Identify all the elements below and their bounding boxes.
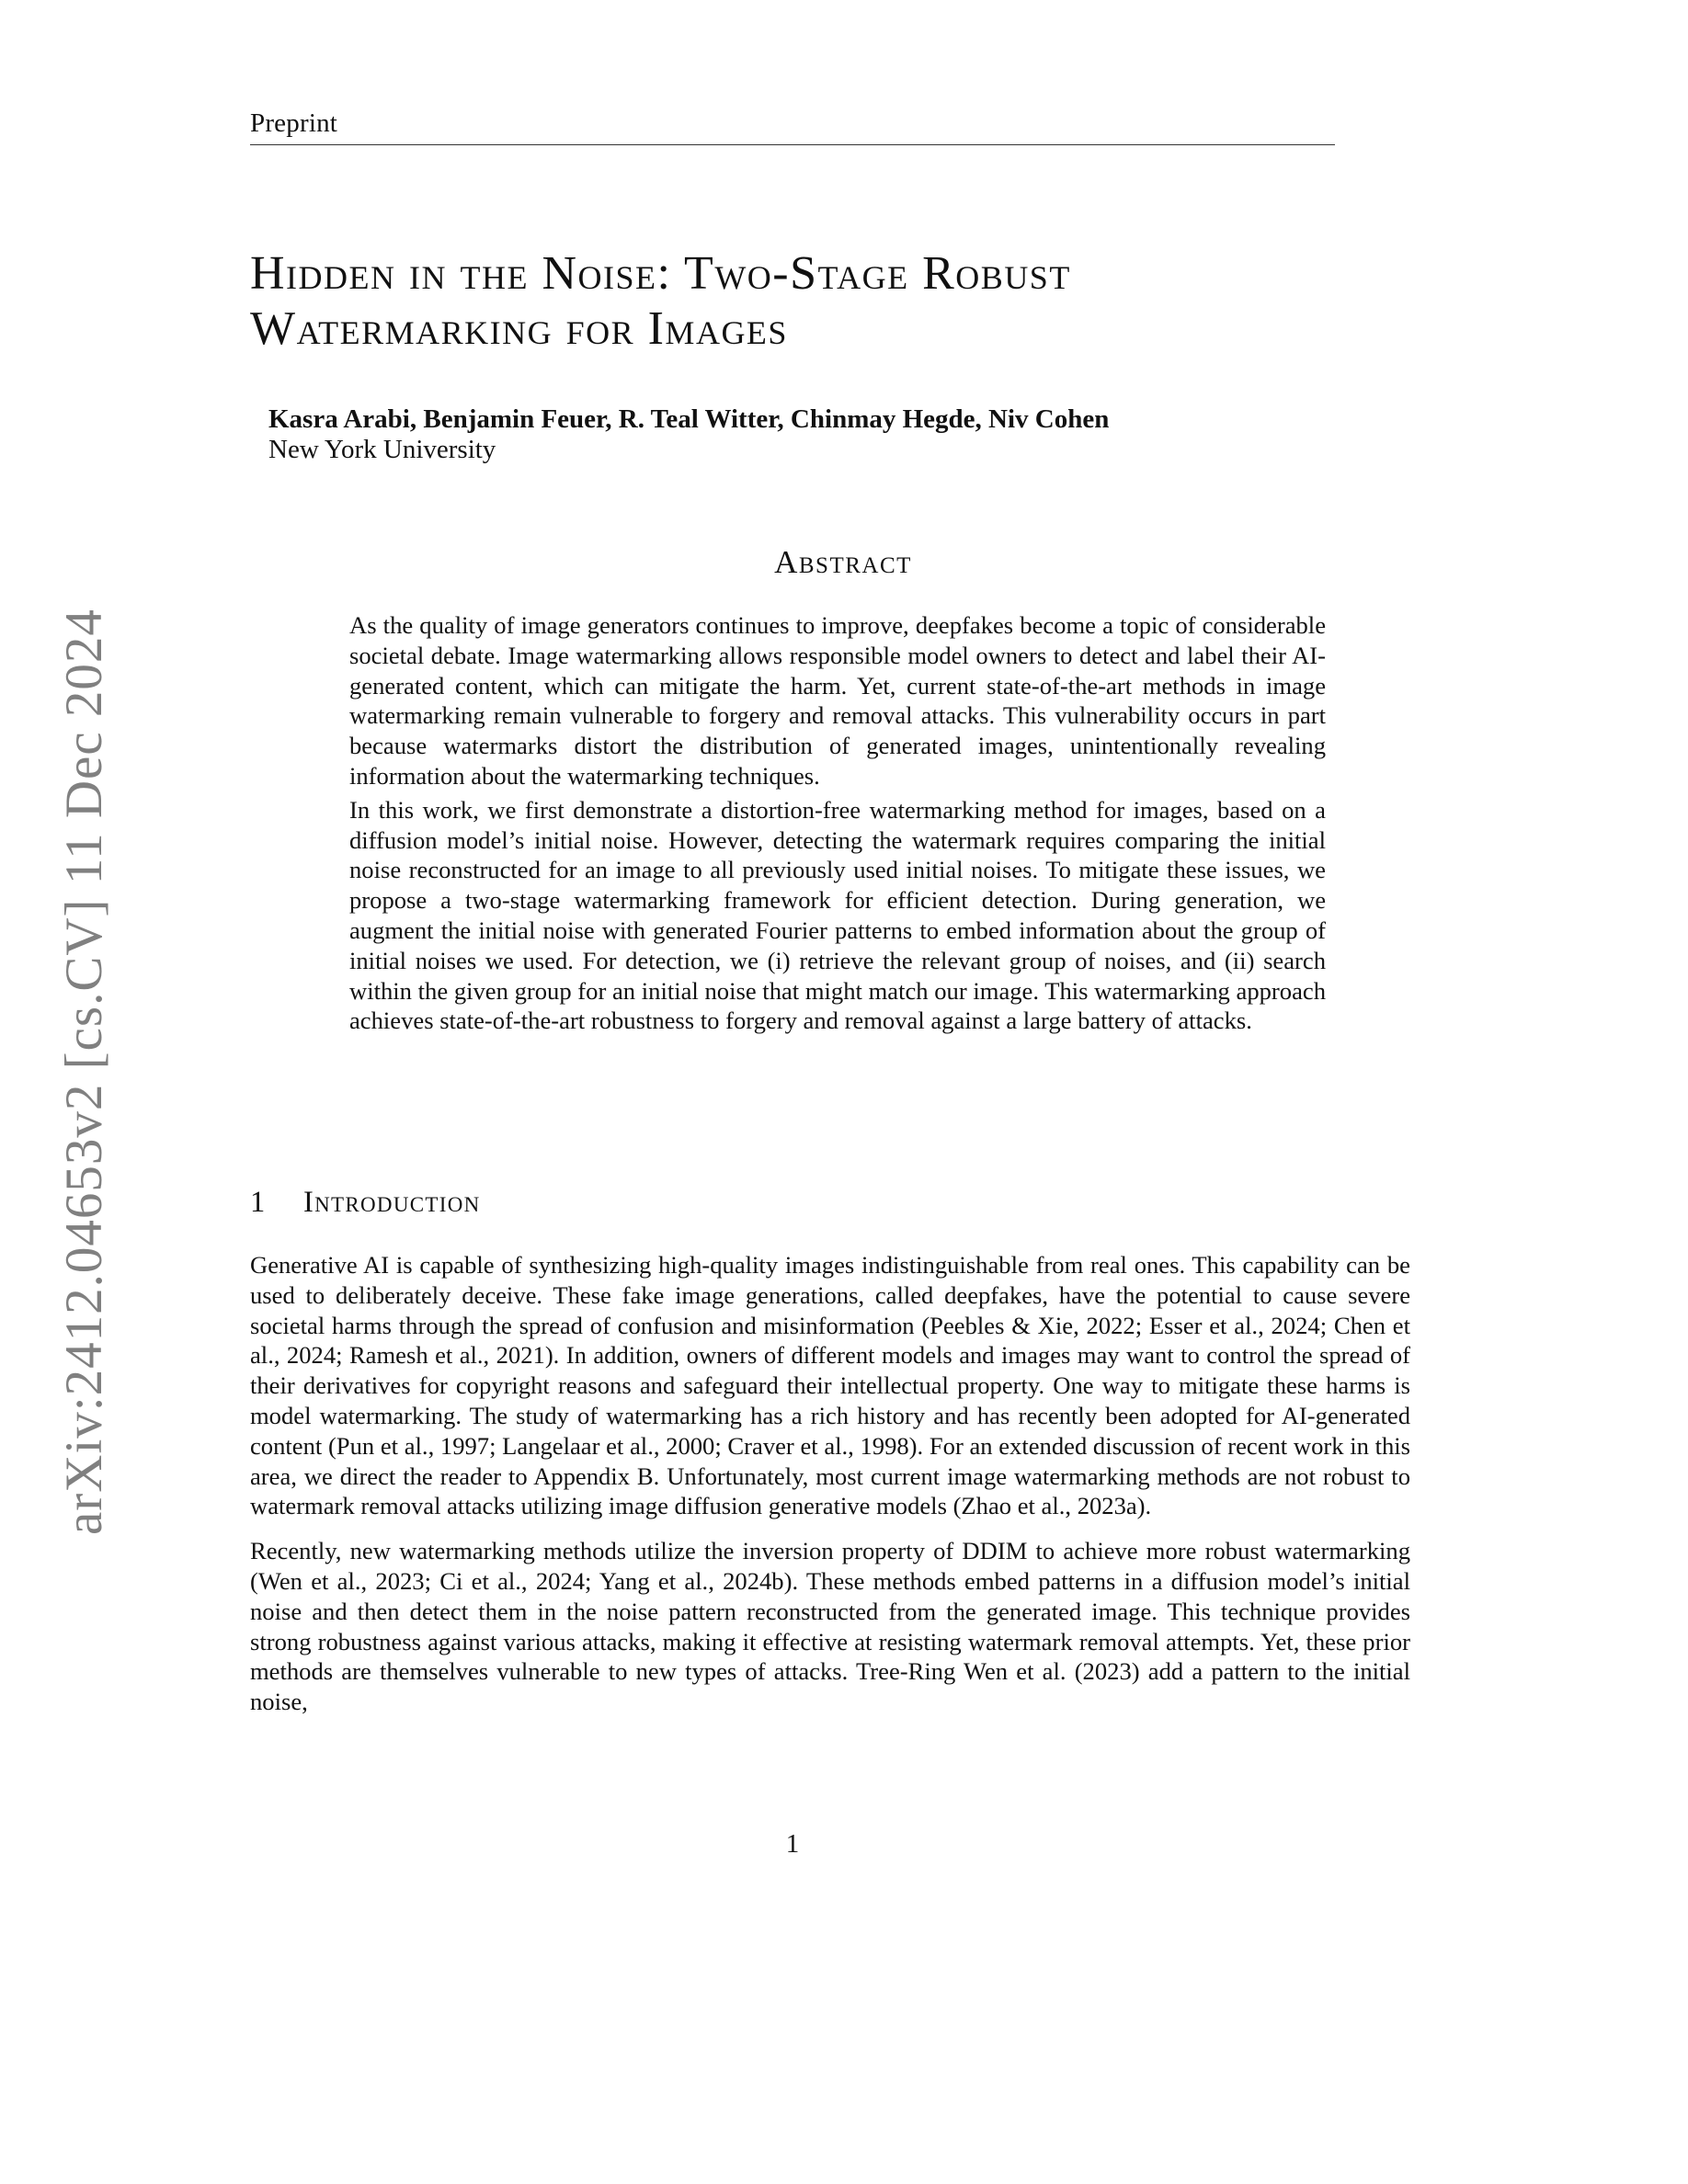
page-number: 1 <box>785 1829 800 1859</box>
author-names: Kasra Arabi, Benjamin Feuer, R. Teal Witter, Chinmay Hegde, Niv Cohen <box>268 404 1110 434</box>
introduction-body <box>250 1250 1410 1717</box>
section-title: Introduction <box>303 1186 481 1219</box>
section-heading-introduction <box>250 1186 1427 1220</box>
body-paragraph: Generative AI is capable of synthesizing high-quality images indistinguishable from real ones. This capability can be used to deliberately deceive. These fake image generations, called deepfakes, have the potential to cause severe societal harms through the spread of confusion and misinformation (Peebles & Xie, 2022; Esser et al., 2024; Chen et al., 2024; Ramesh et al., 2021). In addition, owners of different models and images may want to control the spread of their derivatives for copyright reasons and safeguard their intellectual property. One way to mitigate these harms is model watermarking. The study of watermarking has a rich history and has recently been adopted for AI-generated content (Pun et al., 1997; Langelaar et al., 2000; Craver et al., 1998). For an extended discussion of recent work in this area, we direct the reader to Appendix B. Unfortunately, most current image watermarking methods are not robust to watermark removal attacks utilizing image diffusion generative models (Zhao et al., 2023a). <box>250 1251 1410 1520</box>
arxiv-identifier-text: arXiv:2412.04653v2 [cs.CV] 11 Dec 2024 <box>55 609 113 1535</box>
title-line-1: Hidden in the Noise: Two-Stage Robust <box>250 247 1071 300</box>
arxiv-identifier-stamp <box>53 570 113 1535</box>
body-paragraph: Recently, new watermarking methods utilize the inversion property of DDIM to achieve more robust watermarking (Wen et al., 2023; Ci et al., 2024; Yang et al., 2024b). These methods embed patterns in a diffusion model’s initial noise and then detect them in the noise pattern reconstructed from the generated image. This technique provides strong robustness against various attacks, making it effective at resisting watermark removal attempts. Yet, these prior methods are themselves vulnerable to new types of attacks. Tree-Ring Wen et al. (2023) add a pattern to the initial noise, <box>250 1537 1410 1716</box>
abstract-paragraph: As the quality of image generators continues to improve, deepfakes become a topic of considerable societal debate. Image watermarking allows responsible model owners to detect and label their AI-generated content, which can mitigate the harm. Yet, current state-of-the-art methods in image watermarking remain vulnerable to forgery and removal attacks. This vulnerability occurs in part because watermarks distort the distribution of generated images, unintentionally revealing information about the watermarking techniques. <box>349 611 1326 790</box>
author-block <box>268 404 1372 465</box>
running-header <box>250 108 1335 145</box>
abstract-body <box>349 610 1326 1036</box>
abstract-heading: Abstract <box>774 544 912 580</box>
author-affiliation: New York University <box>268 435 496 464</box>
section-number: 1 <box>250 1186 266 1219</box>
running-header-text: Preprint <box>250 108 338 138</box>
abstract-paragraph: In this work, we first demonstrate a distortion-free watermarking method for images, based on a diffusion model’s initial noise. However, detecting the watermark requires comparing the initial noise reconstructed for an image to all previously used initial noises. To mitigate these issues, we propose a two-stage watermarking framework for efficient detection. During generation, we augment the initial noise with generated Fourier patterns to embed information about the group of initial noises we used. For detection, we (i) retrieve the relevant group of noises, and (ii) search within the given group for an initial noise that might match our image. This watermarking approach achieves state-of-the-art robustness to forgery and removal against a large battery of attacks. <box>349 795 1326 1035</box>
title-line-2: Watermarking for Images <box>250 302 788 355</box>
paper-title <box>250 246 1335 357</box>
